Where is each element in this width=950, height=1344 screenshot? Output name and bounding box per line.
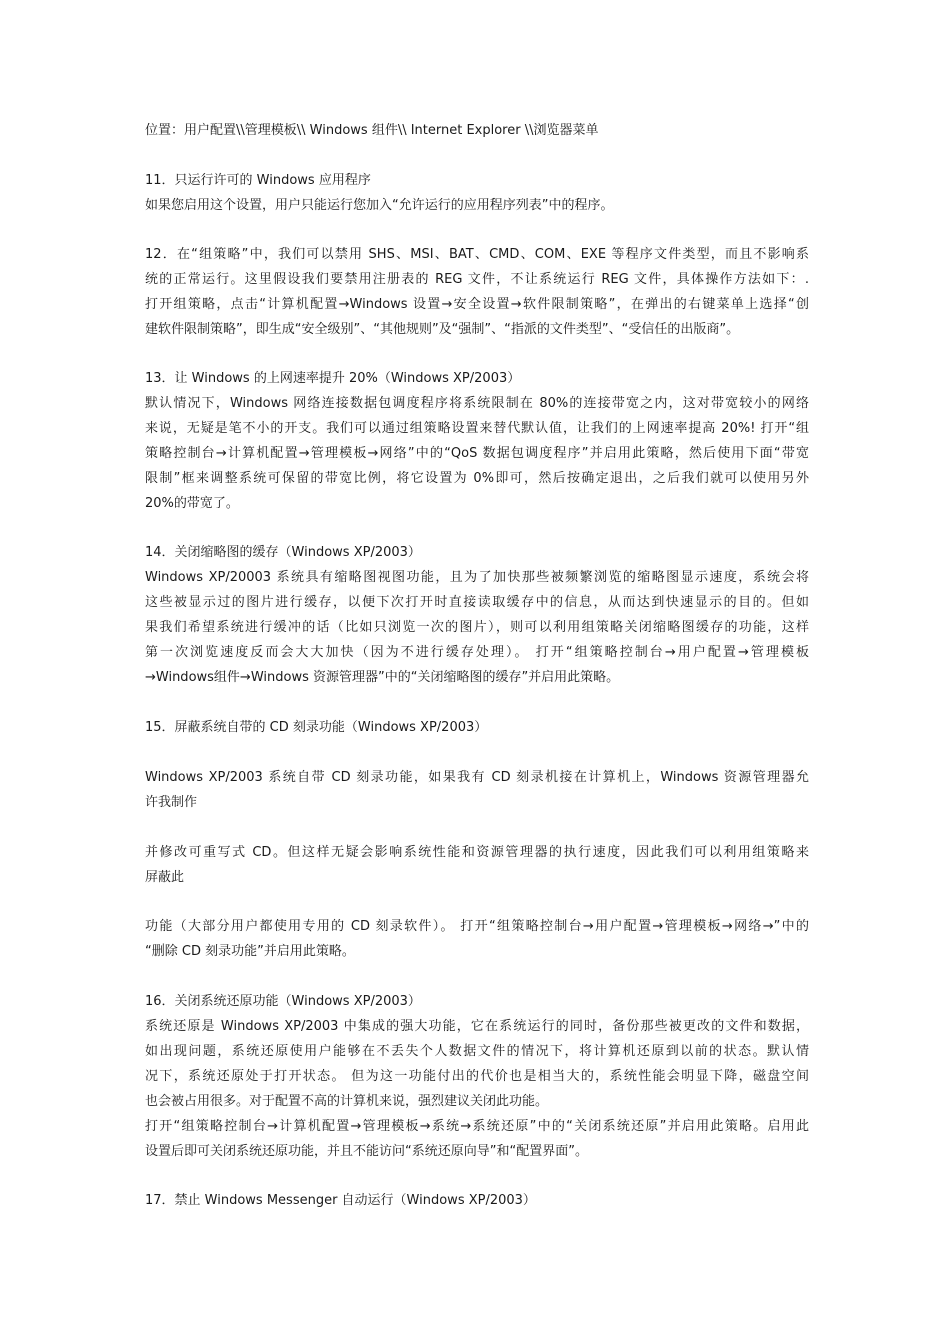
section-16-line-1: 系统还原是 Windows XP/2003 中集成的强大功能，它在系统运行的同时，备份那些被更改的文件和数据， bbox=[145, 1019, 809, 1034]
section-16-line-2: 如出现问题，系统还原使用户能够在不丢失个人数据文件的情况下，将计算机还原到以前的状态。默认情 bbox=[145, 1044, 809, 1059]
section-11-title: 11．只运行许可的 Windows 应用程序 bbox=[145, 173, 371, 188]
section-17-title: 17．禁止 Windows Messenger 自动运行（Windows XP/2003） bbox=[145, 1193, 536, 1208]
section-16-line-4: 也会被占用很多。对于配置不高的计算机来说，强烈建议关闭此功能。 bbox=[145, 1094, 549, 1109]
section-11 bbox=[145, 168, 809, 218]
section-12-line-3: 打开组策略，点击“计算机配置→Windows 设置→安全设置→软件限制策略”，在弹出的右键菜单上选择“创 bbox=[145, 297, 809, 312]
section-16-title: 16．关闭系统还原功能（Windows XP/2003） bbox=[145, 994, 421, 1009]
section-15-p1-line-2: 许我制作 bbox=[145, 795, 198, 810]
section-15-p1-line-1: Windows XP/2003 系统自带 CD 刻录功能，如果我有 CD 刻录机接在计算机上，Windows 资源管理器允 bbox=[145, 770, 809, 785]
section-15-p3-line-2: “删除 CD 刻录功能”并启用此策略。 bbox=[145, 944, 355, 959]
section-13-line-1: 默认情况下，Windows 网络连接数据包调度程序将系统限制在 80%的连接带宽之内，这对带宽较小的网络 bbox=[145, 396, 809, 411]
section-16-line-3: 况下，系统还原处于打开状态。 但为这一功能付出的代价也是相当大的，系统性能会明显下降，磁盘空间 bbox=[145, 1069, 809, 1084]
section-16-line-6: 设置后即可关闭系统还原功能，并且不能访问“系统还原向导”和“配置界面”。 bbox=[145, 1144, 588, 1159]
section-14-line-2: 这些被显示过的图片进行缓存，以便下次打开时直接读取缓存中的信息，从而达到快速显示的目的。但如 bbox=[145, 595, 809, 610]
section-15-title-block bbox=[145, 715, 809, 740]
section-12-line-1: 12．在“组策略”中，我们可以禁用 SHS、MSI、BAT、CMD、COM、EXE 等程序文件类型，而且不影响系 bbox=[145, 247, 809, 262]
section-15-paragraph-1 bbox=[145, 765, 809, 815]
section-13-line-5: 20%的带宽了。 bbox=[145, 496, 239, 511]
section-16-line-5: 打开“组策略控制台→计算机配置→管理模板→系统→系统还原”中的“关闭系统还原”并启用此策略。启用此 bbox=[145, 1119, 809, 1134]
location-line bbox=[145, 118, 809, 143]
section-16 bbox=[145, 989, 809, 1164]
section-13-line-4: 限制”框来调整系统可保留的带宽比例，将它设置为 0%即可，然后按确定退出，之后我们就可以使用另外 bbox=[145, 471, 809, 486]
section-15-p2-line-1: 并修改可重写式 CD。但这样无疑会影响系统性能和资源管理器的执行速度，因此我们可以利用组策略来 bbox=[145, 845, 809, 860]
section-15-p2-line-2: 屏蔽此 bbox=[145, 870, 185, 885]
section-14-line-1: Windows XP/20003 系统具有缩略图视图功能，且为了加快那些被频繁浏览的缩略图显示速度，系统会将 bbox=[145, 570, 809, 585]
section-15-title: 15．屏蔽系统自带的 CD 刻录功能（Windows XP/2003） bbox=[145, 720, 488, 735]
section-14-line-4: 第一次浏览速度反而会大大加快（因为不进行缓存处理）。 打开“组策略控制台→用户配置→管理模板 bbox=[145, 645, 809, 660]
section-14-title: 14．关闭缩略图的缓存（Windows XP/2003） bbox=[145, 545, 421, 560]
section-13-title: 13．让 Windows 的上网速率提升 20%（Windows XP/2003） bbox=[145, 371, 521, 386]
section-13 bbox=[145, 366, 809, 516]
section-14-line-5: →Windows组件→Windows 资源管理器”中的“关闭缩略图的缓存”并启用此策略。 bbox=[145, 670, 620, 685]
section-15-paragraph-3 bbox=[145, 914, 809, 964]
section-12-line-4: 建软件限制策略”，即生成“安全级别”、“其他规则”及“强制”、“指派的文件类型”、“受信任的出版商”。 bbox=[145, 322, 740, 337]
location-text: 位置：用户配置\\管理模板\\ Windows 组件\\ Internet Explorer \\浏览器菜单 bbox=[145, 123, 599, 138]
section-14-line-3: 果我们希望系统进行缓冲的话（比如只浏览一次的图片），则可以利用组策略关闭缩略图缓存的功能，这样 bbox=[145, 620, 809, 635]
section-15-p3-line-1: 功能（大部分用户都使用专用的 CD 刻录软件）。 打开“组策略控制台→用户配置→管理模板→网络→”中的 bbox=[145, 919, 809, 934]
section-13-line-3: 策略控制台→计算机配置→管理模板→网络”中的“QoS 数据包调度程序”并启用此策略，然后使用下面“带宽 bbox=[145, 446, 809, 461]
section-15-paragraph-2 bbox=[145, 840, 809, 890]
section-14 bbox=[145, 540, 809, 690]
section-13-line-2: 来说，无疑是笔不小的开支。我们可以通过组策略设置来替代默认值，让我们的上网速率提高 20%! 打开“组 bbox=[145, 421, 809, 436]
section-12 bbox=[145, 242, 809, 342]
section-12-line-2: 统的正常运行。这里假设我们要禁用注册表的 REG 文件，不让系统运行 REG 文件，具体操作方法如下：. bbox=[145, 272, 809, 287]
section-11-text: 如果您启用这个设置，用户只能运行您加入“允许运行的应用程序列表”中的程序。 bbox=[145, 198, 614, 213]
section-17 bbox=[145, 1188, 809, 1213]
